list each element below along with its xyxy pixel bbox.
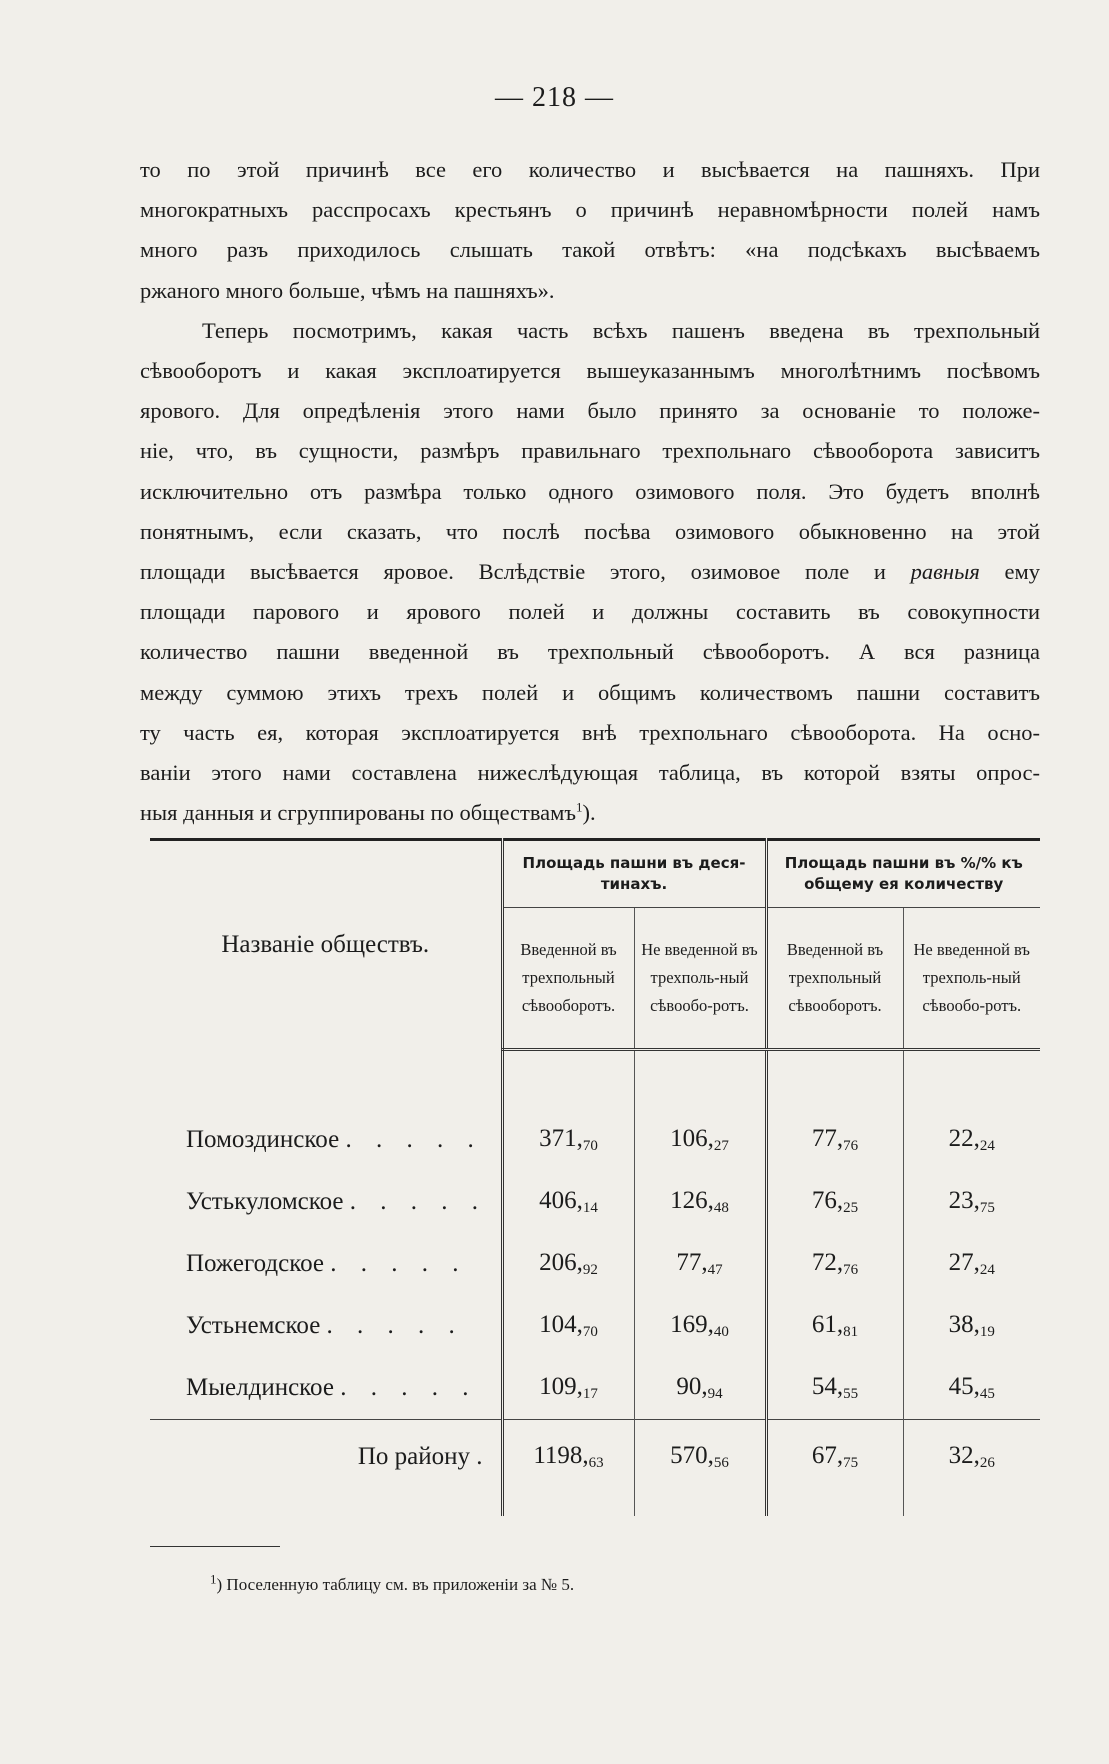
table-row	[150, 1295, 1040, 1357]
total-value-cell: $67,_{75}$	[766, 1420, 903, 1495]
column-header: Введенной въ трехпольный сѣвооборотъ.	[766, 908, 903, 1050]
row-name-cell	[150, 1233, 502, 1295]
text-fragment: ).	[582, 800, 596, 826]
footnote-divider	[150, 1546, 280, 1547]
text-line: исключительно отъ размѣра только одного озимового поля. Это будетъ вполнѣ	[140, 478, 1040, 504]
text-line: ржаного много больше, чѣмъ на пашняхъ».	[140, 277, 555, 303]
value-cell: $104,_{70}$	[502, 1295, 634, 1357]
text-line: ярового. Для опредѣленія этого нами было принято за основаніе то положе-	[140, 398, 1040, 424]
value-cell: $27,_{24}$	[903, 1233, 1040, 1295]
column-header-name: Названіе обществъ.	[221, 931, 430, 959]
leader-dots: . . . . .	[345, 1126, 483, 1153]
leader-dots: . . . . .	[349, 1188, 488, 1215]
text-line: то по этой причинѣ все его количество и высѣвается на пашняхъ. При	[140, 157, 1040, 182]
value-cell: $38,_{19}$	[903, 1295, 1040, 1357]
text-fragment: площади высѣвается яровое. Вслѣдствіе этого, озимовое поле и	[140, 559, 886, 585]
text-line: площади парового и ярового полей и должны составить въ совокупности	[140, 599, 1040, 625]
data-table-wrap	[150, 838, 1040, 1516]
text-line: многократныхъ расспросахъ крестьянъ о причинѣ неравномѣрности полей намъ	[140, 197, 1040, 223]
text-line: сѣвооборотъ и какая эксплоатируется вышеуказаннымъ многолѣтнимъ посѣвомъ	[140, 358, 1040, 384]
total-name-cell	[150, 1420, 502, 1495]
column-group-header-desyatiny: Площадь пашни въ деся-тинахъ.	[502, 840, 766, 908]
table-row	[150, 1171, 1040, 1233]
table-row	[150, 1233, 1040, 1295]
text-fragment: ныя данныя и сгруппированы по обществамъ	[140, 800, 577, 826]
paragraph-2	[140, 311, 1040, 834]
text-line: ніе, что, въ сущности, размѣръ правильнаго трехпольнаго сѣвооборота зависитъ	[140, 438, 1040, 464]
text-fragment: ему	[979, 559, 1040, 585]
text-line: между суммою этихъ трехъ полей и общимъ количествомъ пашни составитъ	[140, 679, 1040, 705]
row-name-cell	[150, 1357, 502, 1420]
total-value-cell: $570,_{56}$	[634, 1420, 766, 1495]
value-cell: $406,_{14}$	[502, 1171, 634, 1233]
total-value-cell: $32,_{26}$	[903, 1420, 1040, 1495]
society-name: Пожегодское	[186, 1250, 324, 1277]
footnote	[210, 1571, 575, 1595]
column-header: Не введенной въ трехполь-ный сѣвообо-ротъ.	[903, 908, 1040, 1050]
table-row	[150, 1109, 1040, 1171]
value-cell: $72,_{76}$	[766, 1233, 903, 1295]
body-text	[140, 150, 1040, 833]
society-name: Устькуломское	[186, 1188, 344, 1215]
page-number: — 218 —	[495, 82, 614, 113]
value-cell: $77,_{76}$	[766, 1109, 903, 1171]
leader-dots: . . . . .	[330, 1250, 468, 1277]
value-cell: $61,_{81}$	[766, 1295, 903, 1357]
text-line: количество пашни введенной въ трехпольный сѣвооборотъ. А вся разница	[140, 639, 1040, 665]
value-cell: $371,_{70}$	[502, 1109, 634, 1171]
row-name-cell	[150, 1171, 502, 1233]
leader-dots: .	[476, 1443, 483, 1470]
text-line: ту часть ея, которая эксплоатируется внѣ трехпольнаго сѣвооборота. На осно-	[140, 719, 1040, 745]
column-header: Не введенной въ трехполь-ный сѣвообо-ротъ.	[634, 908, 766, 1050]
society-name: Мыелдинское	[186, 1374, 334, 1401]
value-cell: $106,_{27}$	[634, 1109, 766, 1171]
value-cell: $22,_{24}$	[903, 1109, 1040, 1171]
footnote-text: ) Поселенную таблицу см. въ приложеніи за № 5.	[216, 1575, 575, 1594]
value-cell: $169,_{40}$	[634, 1295, 766, 1357]
value-cell: $54,_{55}$	[766, 1357, 903, 1420]
society-name: Устьнемское	[186, 1312, 321, 1339]
leader-dots: . . . . .	[340, 1374, 478, 1401]
value-cell: $126,_{48}$	[634, 1171, 766, 1233]
footnote-mark: 1	[210, 1571, 217, 1587]
text-line: Теперь посмотримъ, какая часть всѣхъ пашенъ введена въ трехпольный	[202, 317, 1040, 343]
total-label: По району	[357, 1443, 470, 1470]
data-table	[150, 838, 1040, 1516]
society-name: Помоздинское	[186, 1126, 340, 1153]
value-cell: $45,_{45}$	[903, 1357, 1040, 1420]
value-cell: $90,_{94}$	[634, 1357, 766, 1420]
text-line: понятнымъ, если сказать, что послѣ посѣва озимового обыкновенно на этой	[140, 518, 1040, 544]
paragraph-1	[140, 150, 1040, 311]
text-line	[140, 793, 1040, 833]
table-row	[150, 1357, 1040, 1420]
value-cell: $77,_{47}$	[634, 1233, 766, 1295]
text-line: много разъ приходилось слышать такой отвѣтъ: «на подсѣкахъ высѣваемъ	[140, 237, 1040, 263]
italic-word: равныя	[910, 559, 980, 585]
column-header: Введенной въ трехпольный сѣвооборотъ.	[502, 908, 634, 1050]
column-group-header-percent: Площадь пашни въ %/% къ общему ея количеству	[766, 840, 1040, 908]
footnote-mark: 1	[576, 799, 583, 815]
text-line-italic	[140, 552, 1040, 592]
leader-dots: . . . . .	[326, 1312, 464, 1339]
value-cell: $76,_{25}$	[766, 1171, 903, 1233]
table-total-row	[150, 1420, 1040, 1495]
row-name-cell	[150, 1295, 502, 1357]
total-value-cell: $1198,_{63}$	[502, 1420, 634, 1495]
text-line: ваніи этого нами составлена нижеслѣдующая таблица, въ которой взяты опрос-	[140, 760, 1040, 786]
value-cell: $109,_{17}$	[502, 1357, 634, 1420]
row-name-cell	[150, 1109, 502, 1171]
value-cell: $206,_{92}$	[502, 1233, 634, 1295]
value-cell: $23,_{75}$	[903, 1171, 1040, 1233]
